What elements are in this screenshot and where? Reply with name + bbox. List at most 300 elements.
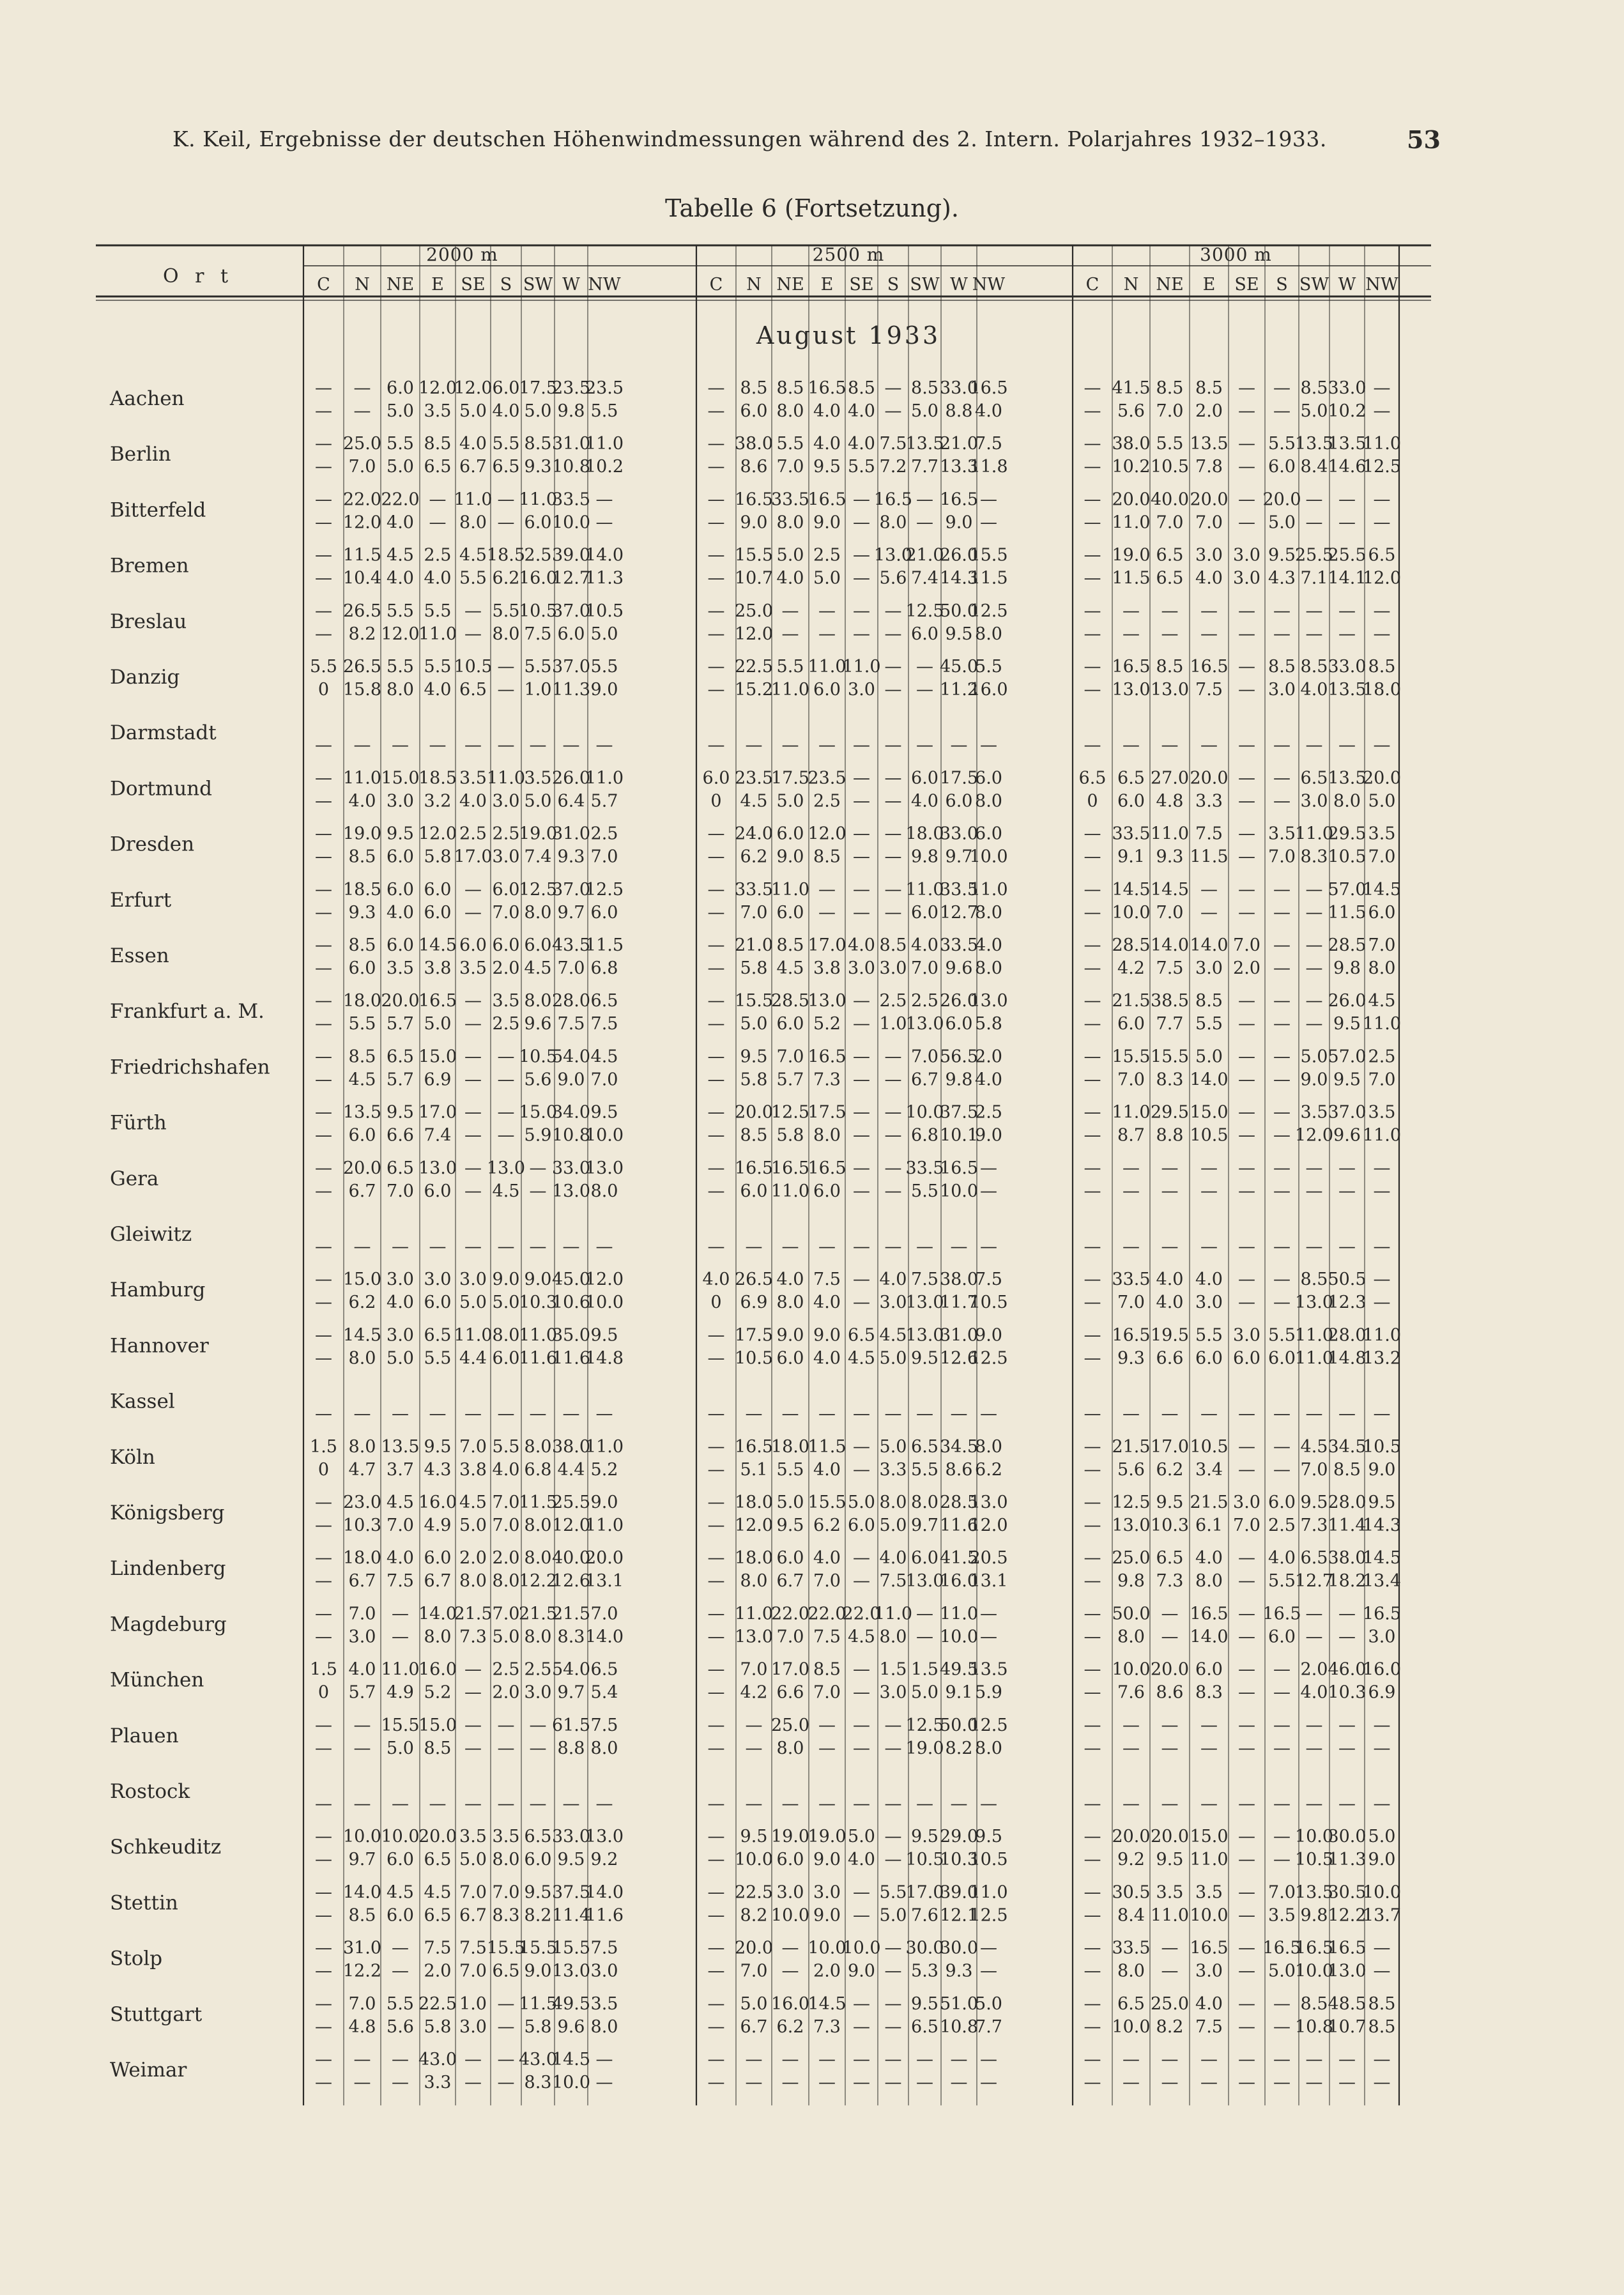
frequency-value: —	[1373, 601, 1391, 621]
direction-header: N	[746, 275, 762, 295]
speed-value: 9.5	[945, 624, 973, 644]
frequency-value: —	[853, 1436, 870, 1457]
frequency-value: 15.0	[418, 1047, 457, 1067]
frequency-value: 22.0	[381, 489, 420, 510]
frequency-value: —	[1305, 1604, 1323, 1624]
speed-value: —	[1373, 1181, 1391, 1201]
frequency-value: —	[916, 489, 933, 510]
speed-value: 5.7	[387, 1070, 414, 1090]
page-number: 53	[1407, 125, 1441, 154]
frequency-value: 10.0	[842, 1938, 881, 1958]
speed-value: —	[950, 1237, 968, 1257]
frequency-value: —	[497, 2050, 515, 2069]
speed-value: 7.0	[387, 1181, 414, 1201]
speed-value: 6.0	[1117, 1014, 1145, 1034]
frequency-value: —	[1238, 768, 1255, 788]
speed-value: —	[1373, 1293, 1391, 1313]
frequency-value: 12.0	[418, 378, 457, 398]
speed-value: 11.6	[518, 1348, 558, 1369]
frequency-value: —	[1273, 1993, 1291, 2014]
frequency-value: 37.5	[939, 1102, 979, 1123]
speed-value: 9.5	[557, 1850, 585, 1870]
speed-value: —	[595, 1794, 613, 1814]
speed-value: 6.4	[557, 791, 585, 811]
frequency-value: —	[745, 2050, 763, 2069]
speed-value: 9.6	[945, 958, 973, 978]
frequency-value: —	[1161, 1938, 1179, 1958]
speed-value: —	[980, 1181, 997, 1201]
frequency-value: 15.5	[1150, 1047, 1190, 1067]
speed-value: 9.5	[813, 457, 841, 477]
speed-value: 6.7	[776, 1571, 804, 1592]
frequency-value: 22.0	[770, 1604, 810, 1624]
speed-value: 3.0	[590, 1961, 618, 1981]
speed-value: 3.0	[1233, 568, 1260, 588]
speed-value: —	[529, 1738, 547, 1758]
frequency-value: 37.0	[551, 879, 591, 900]
frequency-value: —	[707, 1047, 725, 1067]
frequency-value: —	[1373, 2050, 1391, 2069]
frequency-value: 15.0	[418, 1715, 457, 1735]
speed-value: 10.5	[969, 1293, 1008, 1313]
frequency-value: —	[1238, 1882, 1255, 1903]
frequency-value: —	[853, 1659, 870, 1680]
frequency-value: —	[884, 768, 902, 788]
frequency-value: 10.5	[585, 601, 624, 621]
speed-value: 9.1	[1117, 847, 1145, 867]
frequency-value: —	[853, 768, 870, 788]
frequency-value: 3.5	[1368, 824, 1396, 844]
frequency-value: 14.5	[1362, 879, 1402, 900]
frequency-value: —	[464, 1102, 482, 1123]
speed-value: —	[1273, 958, 1291, 978]
speed-value: 10.0	[939, 1181, 979, 1201]
frequency-value: 2.5	[492, 824, 520, 844]
frequency-value: 38.0	[1328, 1548, 1367, 1569]
frequency-value: 9.5	[740, 1827, 768, 1847]
speed-value: 6.5	[492, 1961, 520, 1981]
frequency-value: —	[1338, 1604, 1356, 1624]
speed-value: —	[1084, 1905, 1101, 1926]
frequency-value: 18.0	[734, 1493, 774, 1512]
speed-value: —	[315, 1627, 332, 1647]
frequency-value: 20.0	[1150, 1659, 1190, 1680]
frequency-value: 9.5	[740, 1047, 768, 1067]
frequency-value: 11.0	[969, 1882, 1008, 1903]
frequency-value: —	[1273, 1715, 1291, 1735]
speed-value: —	[1200, 1237, 1218, 1257]
speed-value: 5.0	[911, 1682, 938, 1703]
speed-value: —	[1273, 735, 1291, 756]
frequency-value: 6.0	[776, 824, 804, 844]
frequency-value: —	[1238, 1158, 1255, 1178]
direction-header: SE	[461, 275, 486, 295]
speed-value: —	[884, 401, 902, 421]
speed-value: 10.0	[1112, 902, 1151, 923]
speed-value: 9.2	[1117, 1850, 1145, 1870]
frequency-value: —	[853, 1993, 870, 2014]
frequency-value: 38.0	[1112, 434, 1151, 454]
speed-value: 6.5	[424, 1905, 452, 1926]
frequency-value: 14.5	[418, 935, 457, 955]
frequency-value: —	[950, 2050, 968, 2069]
station-name: Stolp	[110, 1947, 163, 1970]
frequency-value: 11.0	[518, 489, 558, 510]
speed-value: —	[1122, 1237, 1140, 1257]
speed-value: 3.0	[387, 791, 414, 811]
speed-value: —	[818, 1738, 836, 1758]
speed-value: 5.0	[492, 1293, 520, 1313]
speed-value: —	[529, 1794, 547, 1814]
frequency-value: 27.0	[1150, 768, 1190, 788]
speed-value: 10.8	[551, 457, 591, 477]
speed-value: 5.5	[911, 1181, 938, 1201]
frequency-value: 16.5	[808, 378, 846, 398]
speed-value: —	[884, 1404, 902, 1424]
speed-value: 4.2	[1117, 958, 1145, 978]
frequency-value: —	[353, 2050, 371, 2069]
speed-value: —	[392, 1794, 409, 1814]
frequency-value: 11.0	[1362, 1325, 1402, 1346]
frequency-value: 18.5	[486, 545, 526, 565]
speed-value: 6.0	[1195, 1348, 1223, 1369]
speed-value: —	[1161, 735, 1179, 756]
speed-value: —	[1084, 1682, 1101, 1703]
speed-value: 5.9	[524, 1125, 552, 1146]
frequency-value: 4.0	[1195, 1548, 1223, 1569]
speed-value: —	[1238, 1181, 1255, 1201]
speed-value: —	[884, 902, 902, 923]
speed-value: 5.6	[1117, 401, 1145, 421]
speed-value: 4.5	[848, 1348, 875, 1369]
speed-value: 7.1	[1300, 568, 1328, 588]
speed-value: —	[1373, 2073, 1391, 2092]
speed-value: —	[1238, 791, 1255, 811]
frequency-value: —	[315, 1493, 332, 1512]
speed-value: —	[980, 1404, 997, 1424]
column-header-ort: O r t	[162, 265, 234, 288]
speed-value: 10.8	[939, 2016, 979, 2037]
speed-value: —	[1122, 2073, 1140, 2092]
speed-value: 4.0	[387, 1293, 414, 1313]
speed-value: 13.0	[1112, 680, 1151, 700]
station-name: Breslau	[110, 610, 187, 633]
speed-value: —	[781, 1961, 799, 1981]
speed-value: —	[1238, 1850, 1255, 1870]
frequency-value: 5.5	[387, 434, 414, 454]
speed-value: —	[315, 1738, 332, 1758]
frequency-value: 31.0	[939, 1325, 979, 1346]
frequency-value: 17.5	[808, 1102, 846, 1123]
speed-value: 3.5	[387, 958, 414, 978]
frequency-value: 5.5	[1268, 434, 1296, 454]
frequency-value: 3.5	[1368, 1102, 1396, 1123]
speed-value: 11.0	[585, 1516, 624, 1535]
frequency-value: 4.0	[879, 1270, 907, 1290]
frequency-value: 2.0	[1300, 1659, 1328, 1680]
speed-value: —	[1122, 735, 1140, 756]
frequency-value: 10.0	[1362, 1882, 1402, 1903]
speed-value: 3.3	[424, 2073, 452, 2092]
speed-value: 8.0	[459, 512, 487, 533]
speed-value: 7.5	[524, 624, 552, 644]
frequency-value: —	[1084, 1604, 1101, 1624]
speed-value: —	[781, 2073, 799, 2092]
speed-value: —	[980, 1794, 997, 1814]
frequency-value: 8.5	[879, 935, 907, 955]
frequency-value: —	[1238, 824, 1255, 844]
speed-value: —	[1161, 1404, 1179, 1424]
speed-value: 6.5	[424, 1850, 452, 1870]
frequency-value: —	[1273, 879, 1291, 900]
speed-value: 6.5	[492, 457, 520, 477]
frequency-value: —	[1373, 1715, 1391, 1735]
frequency-value: 16.5	[734, 1436, 774, 1457]
speed-value: 9.8	[1117, 1571, 1145, 1592]
speed-value: —	[1373, 1237, 1391, 1257]
speed-value: —	[1305, 1738, 1323, 1758]
frequency-value: 8.5	[1368, 657, 1396, 677]
frequency-value: 13.0	[873, 545, 913, 565]
frequency-value: 17.0	[418, 1102, 457, 1123]
frequency-value: 8.5	[524, 434, 552, 454]
frequency-value: 5.5	[310, 657, 337, 677]
speed-value: —	[1084, 1293, 1101, 1313]
speed-value: 7.0	[813, 1682, 841, 1703]
frequency-value: 1.5	[911, 1659, 938, 1680]
speed-value: —	[1238, 1794, 1255, 1814]
frequency-value: —	[707, 1102, 725, 1123]
frequency-value: —	[916, 1604, 933, 1624]
speed-value: —	[315, 1070, 332, 1090]
speed-value: 8.8	[1156, 1125, 1184, 1146]
speed-value: —	[707, 902, 725, 923]
frequency-value: —	[818, 2050, 836, 2069]
frequency-value: 6.0	[1268, 1493, 1296, 1512]
frequency-value: 15.5	[551, 1938, 591, 1958]
speed-value: 5.8	[740, 1070, 768, 1090]
speed-value: —	[464, 2073, 482, 2092]
frequency-value: 16.5	[1190, 657, 1229, 677]
frequency-value: 7.0	[492, 1604, 520, 1624]
speed-value: —	[1084, 1014, 1101, 1034]
speed-value: 14.0	[1190, 1070, 1229, 1090]
frequency-value: —	[1238, 1270, 1255, 1290]
speed-value: —	[464, 1070, 482, 1090]
frequency-value: 10.0	[905, 1102, 944, 1123]
frequency-value: 15.5	[486, 1938, 526, 1958]
speed-value: —	[916, 1794, 933, 1814]
frequency-value: 51.0	[939, 1993, 979, 2014]
speed-value: 10.7	[734, 568, 774, 588]
frequency-value: 7.5	[1195, 824, 1223, 844]
speed-value: 8.5	[1368, 2016, 1396, 2037]
speed-value: —	[1273, 1237, 1291, 1257]
frequency-value: —	[853, 489, 870, 510]
speed-value: 12.1	[939, 1905, 979, 1926]
speed-value: 6.0	[945, 791, 973, 811]
frequency-value: —	[1161, 1715, 1179, 1735]
frequency-value: —	[1273, 601, 1291, 621]
speed-value: —	[853, 624, 870, 644]
frequency-value: 4.0	[848, 434, 875, 454]
frequency-value: 50.0	[939, 601, 979, 621]
speed-value: 6.2	[975, 1459, 1002, 1480]
speed-value: 6.0	[1268, 457, 1296, 477]
speed-value: —	[707, 1125, 725, 1146]
frequency-value: —	[884, 657, 902, 677]
frequency-value: —	[884, 1715, 902, 1735]
speed-value: —	[884, 680, 902, 700]
speed-value: —	[1273, 1459, 1291, 1480]
frequency-value: 11.5	[585, 935, 624, 955]
frequency-value: 16.5	[808, 1047, 846, 1067]
speed-value: 9.2	[590, 1850, 618, 1870]
speed-value: 2.0	[1233, 958, 1260, 978]
frequency-value: 20.0	[1190, 489, 1229, 510]
frequency-value: 23.0	[342, 1493, 382, 1512]
frequency-value: 33.5	[734, 879, 774, 900]
frequency-value: —	[1238, 2050, 1255, 2069]
frequency-value: 43.5	[551, 935, 591, 955]
speed-value: 11.0	[770, 1181, 810, 1201]
frequency-value: 33.0	[551, 1827, 591, 1847]
speed-value: 8.2	[1156, 2016, 1184, 2037]
speed-value: —	[1273, 2073, 1291, 2092]
frequency-value: —	[1084, 991, 1101, 1011]
speed-value: —	[853, 1125, 870, 1146]
speed-value: 9.0	[740, 512, 768, 533]
speed-value: 6.2	[740, 847, 768, 867]
speed-value: 5.0	[387, 401, 414, 421]
speed-value: 5.8	[424, 847, 452, 867]
frequency-value: 6.5	[1300, 768, 1328, 788]
speed-value: 7.3	[813, 1070, 841, 1090]
frequency-value: —	[707, 378, 725, 398]
frequency-value: 1.5	[310, 1659, 337, 1680]
frequency-value: 22.0	[842, 1604, 881, 1624]
speed-value: 8.3	[1195, 1682, 1223, 1703]
frequency-value: 6.0	[424, 879, 452, 900]
speed-value: 5.0	[1368, 791, 1396, 811]
speed-value: 1.0	[524, 680, 552, 700]
speed-value: 8.0	[590, 1738, 618, 1758]
speed-value: 11.3	[551, 680, 591, 700]
speed-value: —	[315, 958, 332, 978]
frequency-value: 4.5	[590, 1047, 618, 1067]
speed-value: 4.0	[848, 401, 875, 421]
frequency-value: 26.0	[1328, 991, 1367, 1011]
speed-value: 10.5	[734, 1348, 774, 1369]
speed-value: 3.8	[813, 958, 841, 978]
speed-value: 3.0	[848, 680, 875, 700]
speed-value: 11.5	[1328, 902, 1367, 923]
frequency-value: 14.5	[808, 1993, 846, 2014]
frequency-value: 9.0	[975, 1325, 1002, 1346]
frequency-value: 3.5	[492, 991, 520, 1011]
frequency-value: 19.0	[1112, 545, 1151, 565]
speed-value: 4.8	[348, 2016, 376, 2037]
frequency-value: —	[707, 545, 725, 565]
speed-value: 8.6	[740, 457, 768, 477]
speed-value: 8.0	[524, 1627, 552, 1647]
speed-value: 10.7	[1328, 2016, 1367, 2037]
speed-value: 8.5	[813, 847, 841, 867]
speed-value: —	[464, 1014, 482, 1034]
speed-value: —	[1305, 1237, 1323, 1257]
frequency-value: 6.0	[492, 879, 520, 900]
frequency-value: —	[529, 1158, 547, 1178]
frequency-value: 2.0	[975, 1047, 1002, 1067]
frequency-value: 3.0	[459, 1270, 487, 1290]
frequency-value: 4.0	[911, 935, 938, 955]
frequency-value: 25.5	[1294, 545, 1334, 565]
speed-value: 5.7	[348, 1682, 376, 1703]
speed-value: —	[707, 1459, 725, 1480]
speed-value: —	[497, 680, 515, 700]
frequency-value: 20.0	[734, 1938, 774, 1958]
speed-value: 11.4	[551, 1905, 591, 1926]
frequency-value: —	[884, 879, 902, 900]
frequency-value: —	[1238, 434, 1255, 454]
speed-value: —	[853, 1014, 870, 1034]
speed-value: —	[1084, 1125, 1101, 1146]
frequency-value: 16.5	[1112, 1325, 1151, 1346]
speed-value: 6.2	[813, 1516, 841, 1535]
frequency-value: 16.5	[418, 991, 457, 1011]
speed-value: 9.8	[945, 1070, 973, 1090]
frequency-value: 40.0	[551, 1548, 591, 1569]
frequency-value: 11.0	[905, 879, 944, 900]
speed-value: 8.0	[1195, 1571, 1223, 1592]
frequency-value: —	[707, 1827, 725, 1847]
speed-value: 4.0	[459, 791, 487, 811]
frequency-value: 11.0	[808, 657, 846, 677]
speed-value: —	[1238, 1293, 1255, 1313]
speed-value: 7.5	[1156, 958, 1184, 978]
station-name: Hannover	[110, 1334, 209, 1358]
frequency-value: 33.0	[939, 378, 979, 398]
frequency-value: 3.0	[1233, 1493, 1260, 1512]
speed-value: 3.0	[879, 1682, 907, 1703]
frequency-value: 31.0	[342, 1938, 382, 1958]
speed-value: —	[1238, 624, 1255, 644]
frequency-value: 3.5	[492, 1827, 520, 1847]
frequency-value: 49.5	[551, 1993, 591, 2014]
frequency-value: 14.0	[1150, 935, 1190, 955]
frequency-value: —	[1273, 991, 1291, 1011]
speed-value: 8.0	[590, 2016, 618, 2037]
speed-value: —	[853, 1404, 870, 1424]
speed-value: 9.0	[1300, 1070, 1328, 1090]
direction-header: NW	[972, 275, 1006, 295]
speed-value: —	[1238, 902, 1255, 923]
speed-value: 7.3	[1156, 1571, 1184, 1592]
frequency-value: 11.0	[486, 768, 526, 788]
speed-value: 4.0	[492, 401, 520, 421]
speed-value: 4.9	[387, 1682, 414, 1703]
frequency-value: 4.0	[975, 935, 1002, 955]
speed-value: —	[818, 735, 836, 756]
wind-data-table-grid	[96, 238, 1444, 2122]
speed-value: 5.0	[492, 1627, 520, 1647]
frequency-value: 5.5	[776, 434, 804, 454]
frequency-value: 31.0	[551, 824, 591, 844]
frequency-value: 14.5	[342, 1325, 382, 1346]
speed-value: 7.6	[911, 1905, 938, 1926]
speed-value: 6.6	[776, 1682, 804, 1703]
speed-value: —	[315, 401, 332, 421]
